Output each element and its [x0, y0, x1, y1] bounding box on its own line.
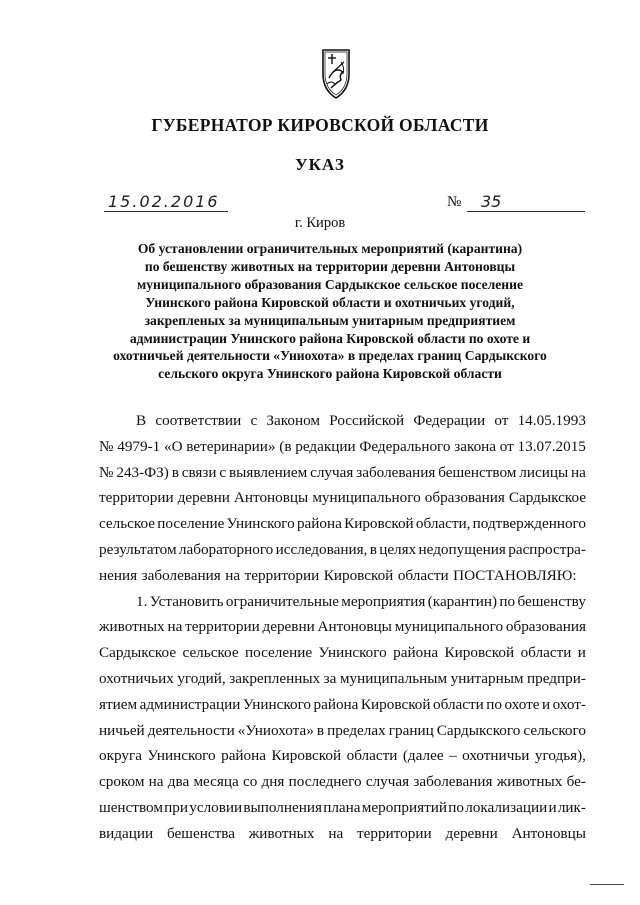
body-line — [99, 460, 586, 486]
body-line — [99, 821, 586, 847]
body-word: сроком — [99, 773, 145, 791]
body-word: ПОСТАНОВЛЯЮ: — [453, 566, 577, 584]
body-word: заболевания — [413, 773, 493, 791]
body-word: месяца — [193, 773, 239, 791]
body-word: в — [316, 721, 325, 739]
body-word: животных — [248, 824, 315, 842]
body-word: области — [520, 644, 572, 662]
city-label: г. Киров — [294, 215, 346, 231]
organization-title: ГУБЕРНАТОР КИРОВСКОЙ ОБЛАСТИ — [151, 115, 489, 135]
document-body — [99, 408, 586, 847]
body-word: от — [499, 437, 514, 455]
title-line: Об установлении ограничительных мероприятий (карантина) — [137, 241, 523, 256]
body-word: Федерации — [413, 412, 486, 429]
body-word: за — [323, 669, 337, 687]
body-word: на — [328, 824, 344, 842]
body-word: по — [448, 798, 464, 816]
body-word: с — [219, 463, 227, 481]
body-word: с — [250, 412, 258, 429]
body-line — [99, 718, 586, 744]
body-word: образования — [505, 618, 586, 636]
body-word: деревни — [177, 489, 230, 507]
body-word: охотничьи — [462, 747, 530, 765]
body-word: Унинского — [318, 644, 387, 662]
body-word: № — [99, 437, 114, 455]
body-word: Законом — [266, 412, 321, 429]
body-word: охотничьих — [99, 669, 174, 687]
body-word: ветеринарии» — [186, 437, 276, 455]
body-word: по — [499, 592, 516, 610]
body-word: (карантин) — [427, 592, 498, 610]
body-word: территории — [244, 566, 320, 584]
body-word: бешенством — [438, 463, 517, 481]
body-word: Федерального — [359, 437, 451, 455]
body-word: Сардыкское — [508, 489, 586, 507]
body-word: Установить — [149, 592, 224, 610]
body-word: бе- — [566, 773, 586, 791]
body-word: последнего — [288, 773, 362, 791]
body-word: границ — [388, 721, 434, 739]
body-word: области — [397, 566, 449, 584]
body-word: на — [571, 463, 586, 481]
body-word: недопущения — [418, 540, 506, 558]
body-word: при — [164, 798, 189, 816]
body-line — [99, 563, 586, 589]
body-word: района — [296, 515, 342, 533]
body-word: Кировской — [360, 695, 431, 713]
body-line — [99, 589, 586, 615]
body-word: условии — [189, 798, 243, 816]
body-word: и — [542, 695, 551, 713]
body-word: со — [242, 773, 258, 791]
body-line — [99, 666, 586, 692]
body-word: целях — [379, 540, 417, 558]
body-word: предпри- — [527, 669, 586, 687]
body-word: ограничительные — [225, 592, 339, 610]
body-word: деятельности — [147, 721, 235, 739]
coat-of-arms-icon — [305, 44, 367, 106]
body-word: территории — [185, 618, 260, 636]
body-word: Российской — [329, 412, 405, 429]
body-word: мероприятия — [341, 592, 426, 610]
body-word: администрации — [139, 695, 241, 713]
body-word: В — [136, 412, 147, 429]
body-word: унитарным — [450, 669, 524, 687]
body-word: Унинского — [242, 695, 312, 713]
body-word: соответствии — [155, 412, 242, 429]
body-line — [99, 692, 586, 718]
body-word: Сардыкского — [436, 721, 521, 739]
body-word: нения — [99, 566, 138, 584]
body-word: района — [313, 695, 359, 713]
body-word: заболевания — [141, 566, 221, 584]
body-line — [99, 537, 586, 563]
body-word: лабораторного — [178, 540, 274, 558]
body-word: исследования, — [275, 540, 368, 558]
body-word: редакции — [295, 437, 356, 455]
body-word: в — [369, 540, 377, 558]
body-word: района — [393, 644, 439, 662]
title-line: охотничьей деятельности «Униохота» в пределах границ Сардыкского — [113, 348, 547, 364]
body-line — [99, 485, 586, 511]
body-word: сельское — [99, 515, 156, 533]
body-word: ничьей — [99, 721, 145, 739]
body-word: два — [167, 773, 190, 791]
body-word: на — [225, 566, 241, 584]
body-word: на — [167, 618, 183, 636]
body-word: Унинского — [147, 747, 216, 765]
body-line — [99, 769, 586, 795]
body-word: по — [486, 695, 503, 713]
body-word: локализации — [465, 798, 548, 816]
body-word: лик- — [557, 798, 586, 816]
body-word: видации — [99, 824, 154, 842]
body-word: заболевания — [356, 463, 436, 481]
body-word: мероприятий — [361, 798, 448, 816]
body-word: сельское — [182, 644, 239, 662]
body-word: округа — [99, 747, 142, 765]
body-word: Кировской — [271, 747, 342, 765]
body-word: 14.05.1993 — [517, 412, 586, 429]
title-line: муниципального образования Сардыкское сельское поселение — [136, 276, 524, 292]
body-word: области, — [415, 515, 471, 533]
body-word: случая — [365, 773, 410, 791]
body-word: муниципального — [312, 489, 421, 507]
body-word: муниципального — [394, 618, 504, 636]
body-word: подтвержденного — [472, 515, 586, 533]
body-word: 4979-1 — [117, 437, 161, 455]
number-label: № — [447, 194, 462, 210]
body-word: территории — [99, 489, 174, 507]
body-word: образования — [424, 489, 505, 507]
body-word: связи — [181, 463, 217, 481]
title-line: по бешенству животных на территории деревни Антоновцы — [144, 258, 516, 274]
document-number: 35 — [467, 192, 585, 212]
body-word: Кировской — [444, 644, 515, 662]
body-word: ятием — [99, 695, 138, 713]
body-word: 13.07.2015 — [517, 437, 586, 455]
body-word: угодий, — [177, 669, 226, 687]
body-word: охот- — [552, 695, 586, 713]
body-word: «О — [164, 437, 183, 455]
body-word: Унинского — [226, 515, 295, 533]
body-word: 1. — [136, 592, 148, 610]
body-word: шенством — [99, 798, 163, 816]
title-line: Унинского района Кировской области и охотничьих угодий, — [145, 294, 515, 310]
body-word: закрепленных — [229, 669, 321, 687]
body-word: животных — [496, 773, 563, 791]
body-word: Кировской — [323, 566, 394, 584]
body-word: Кировской — [344, 515, 414, 533]
page-footer-line — [590, 884, 624, 885]
body-word: территории — [357, 824, 432, 842]
body-word: бешенству — [517, 592, 586, 610]
body-word: случая — [310, 463, 354, 481]
body-word: угодья), — [534, 747, 586, 765]
title-line: закрепленых за муниципальным унитарным предприятием — [144, 312, 516, 328]
body-word: охоте — [504, 695, 540, 713]
body-word: бешенства — [167, 824, 235, 842]
body-word: в — [171, 463, 179, 481]
body-line — [99, 434, 586, 460]
body-word: и — [577, 644, 586, 662]
body-word: района — [221, 747, 267, 765]
body-line — [99, 614, 586, 640]
body-word: муниципальным — [339, 669, 448, 687]
body-word: 243-ФЗ) — [116, 463, 169, 481]
body-word: Антоновцы — [233, 489, 309, 507]
body-word: от — [494, 412, 509, 429]
body-word: и — [548, 798, 557, 816]
body-line — [99, 640, 586, 666]
body-word: «Униохота» — [237, 721, 314, 739]
body-word: выполнения — [243, 798, 322, 816]
body-word: Сардыкское — [99, 644, 177, 662]
body-word: поселение — [245, 644, 313, 662]
document-type: УКАЗ — [295, 155, 345, 174]
body-word: пределах — [327, 721, 386, 739]
body-word: деревни — [445, 824, 498, 842]
body-word: поселение — [157, 515, 225, 533]
body-word: лисицы — [519, 463, 569, 481]
body-word: – — [449, 747, 457, 765]
body-line — [99, 408, 586, 434]
body-word: на — [148, 773, 164, 791]
body-word: сельского — [523, 721, 586, 739]
body-word: результатом — [99, 540, 177, 558]
body-word: (далее — [402, 747, 444, 765]
body-word: деревни — [262, 618, 315, 636]
body-word: плана — [323, 798, 361, 816]
title-line: администрации Унинского района Кировской области по охоте и — [129, 330, 531, 346]
body-word: Антоновцы — [511, 824, 586, 842]
body-word: дня — [261, 773, 285, 791]
body-word: выявлением — [228, 463, 308, 481]
body-line — [99, 511, 586, 537]
body-word: закона — [454, 437, 497, 455]
body-word: животных — [99, 618, 165, 636]
body-word: № — [99, 463, 114, 481]
body-word: Антоновцы — [317, 618, 392, 636]
body-word: распростра- — [508, 540, 586, 558]
body-line — [99, 743, 586, 769]
body-word: области — [346, 747, 398, 765]
title-line: сельского округа Унинского района Кировской области — [158, 366, 502, 382]
document-date: 15.02.2016 — [104, 192, 228, 212]
document-title — [110, 240, 550, 383]
body-word: области — [433, 695, 484, 713]
body-word: (в — [279, 437, 292, 455]
body-line — [99, 795, 586, 821]
